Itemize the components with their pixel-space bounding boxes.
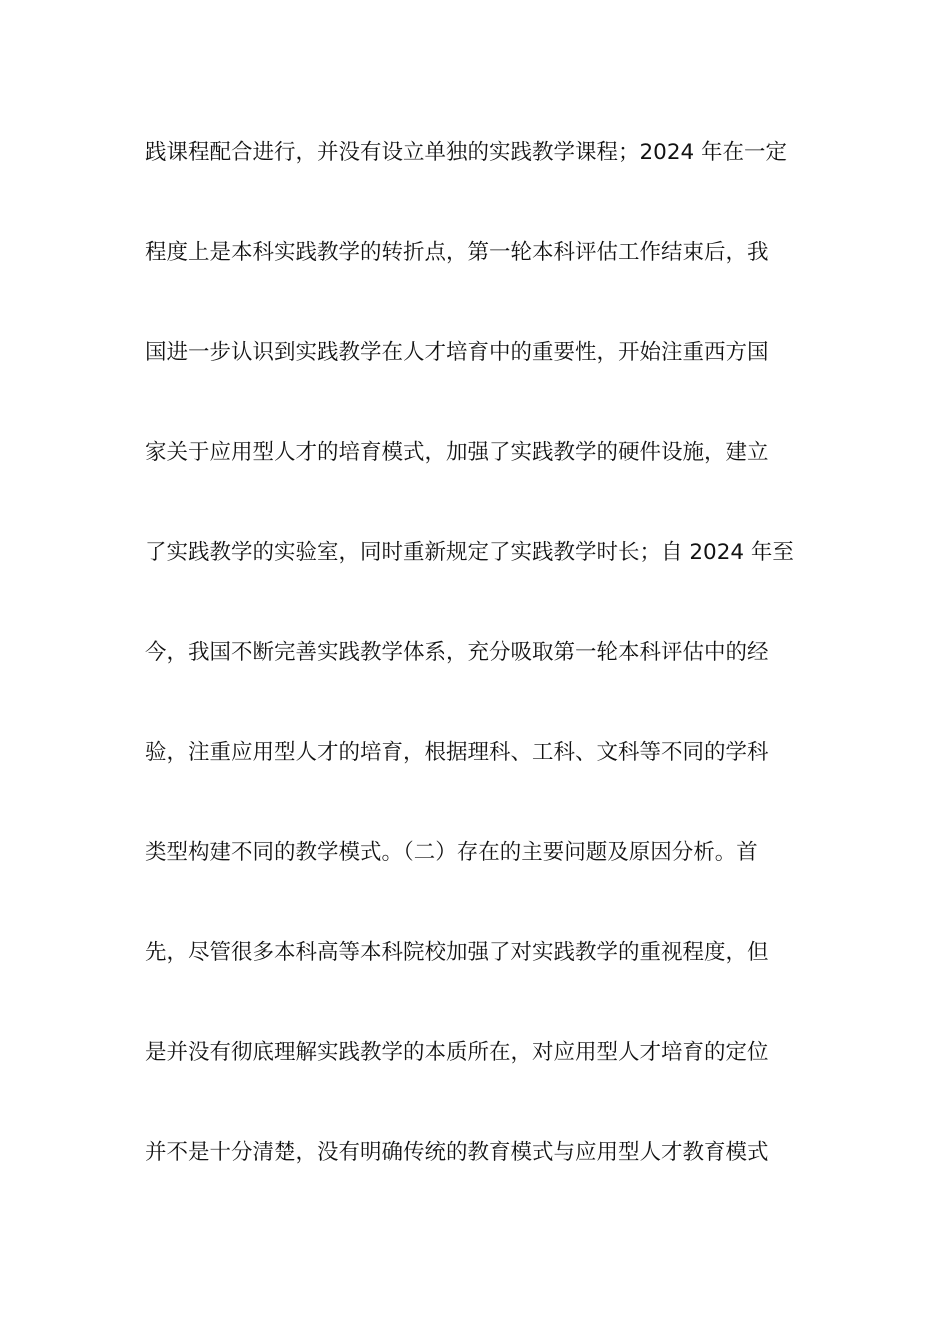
text-line: 是并没有彻底理解实践教学的本质所在，对应用型人才培育的定位	[145, 1040, 769, 1065]
body-text	[145, 125, 810, 1225]
text-line: 类型构建不同的教学模式。（二）存在的主要问题及原因分析。首	[145, 840, 758, 865]
text-line: 今，我国不断完善实践教学体系，充分吸取第一轮本科评估中的经	[145, 640, 769, 665]
text-line: 家关于应用型人才的培育模式，加强了实践教学的硬件设施，建立	[145, 440, 769, 465]
text-line: 国进一步认识到实践教学在人才培育中的重要性，开始注重西方国	[145, 340, 769, 365]
text-line: 并不是十分清楚，没有明确传统的教育模式与应用型人才教育模式	[145, 1140, 769, 1165]
text-line: 践课程配合进行，并没有设立单独的实践教学课程；2024 年在一定	[145, 140, 788, 165]
text-line: 先，尽管很多本科高等本科院校加强了对实践教学的重视程度，但	[145, 940, 769, 965]
text-line: 验，注重应用型人才的培育，根据理科、工科、文科等不同的学科	[145, 740, 769, 765]
text-line: 了实践教学的实验室，同时重新规定了实践教学时长；自 2024 年至	[145, 540, 794, 565]
text-line: 程度上是本科实践教学的转折点，第一轮本科评估工作结束后，我	[145, 240, 769, 265]
